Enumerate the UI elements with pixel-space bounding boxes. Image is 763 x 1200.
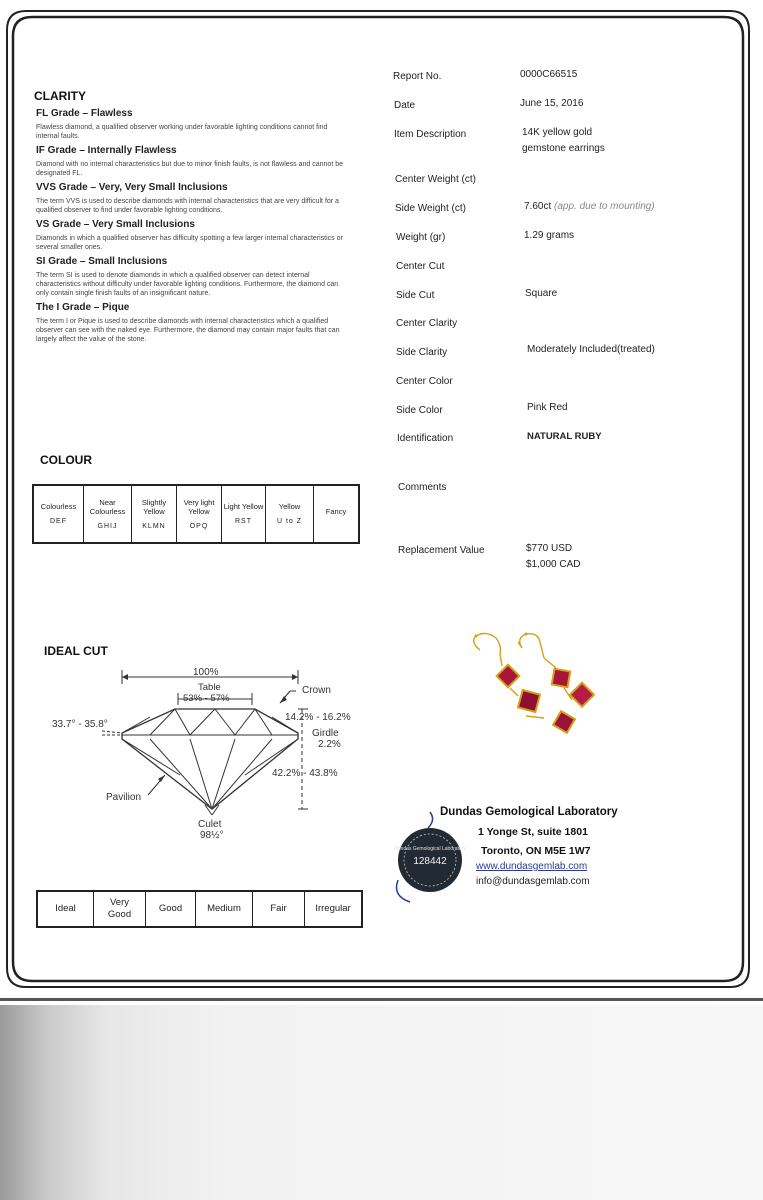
lab-name: Dundas Gemological Laboratory xyxy=(440,806,618,818)
colour-scale-grades: GHIJ xyxy=(97,522,118,530)
field-label-center-weight: Center Weight (ct) xyxy=(395,174,476,185)
colour-scale-cell xyxy=(222,486,266,542)
colour-scale-name: Light Yellow xyxy=(223,502,264,511)
cut-grade-table xyxy=(36,890,363,928)
arrow-left-icon xyxy=(122,674,128,680)
cut-grade-cell: Irregular xyxy=(315,903,351,914)
field-value-replacement-cad: $1,000 CAD xyxy=(526,559,581,570)
colour-scale-grades: DEF xyxy=(50,518,67,525)
colour-scale-grades: OPQ xyxy=(189,522,209,530)
clarity-grade-desc: Diamonds in which a qualified observer has difficulty spotting a few larger internal characteristics or several smaller ones. xyxy=(36,235,343,251)
scan-edge-line xyxy=(0,998,763,1001)
cut-girdle-label: Girdle xyxy=(312,728,339,739)
clarity-grade-title: The I Grade – Pique xyxy=(36,302,130,313)
field-label-side-color: Side Color xyxy=(396,405,443,416)
cut-crown-angle: 33.7° - 35.8° xyxy=(52,719,108,730)
colour-scale-cell xyxy=(84,486,132,542)
cut-table-label: Table xyxy=(198,682,221,693)
cut-crown-label: Crown xyxy=(302,685,331,696)
field-value-identification: NATURAL RUBY xyxy=(527,431,602,442)
colour-scale-name: Slightly Yellow xyxy=(141,497,167,516)
seal-text: Dundas Gemological Laboratory xyxy=(394,846,466,852)
lab-email[interactable]: info@dundasgemlab.com xyxy=(476,876,590,887)
clarity-grade-desc: The term SI is used to denote diamonds in which a qualified observer can detect internal characteristics without difficulty under favorable lighting conditions. Furthermore, the diamond can only contain single finish faults of an insignificant nature. xyxy=(36,272,339,297)
colour-scale-name: Near Colourless xyxy=(89,497,126,516)
field-value-weight-gr: 1.29 grams xyxy=(524,230,575,241)
clarity-grade-fl xyxy=(36,108,346,141)
clarity-grade-si xyxy=(36,256,346,298)
cut-width-label: 100% xyxy=(193,667,219,678)
lab-website-link[interactable]: www.dundasgemlab.com xyxy=(476,861,588,872)
field-label-item-description: Item Description xyxy=(394,129,467,140)
colour-scale-cell xyxy=(177,486,222,542)
cut-grade-cell: Medium xyxy=(196,892,253,926)
colour-scale-cell xyxy=(266,486,314,542)
arrow-right-icon xyxy=(292,674,298,680)
field-value-date: June 15, 2016 xyxy=(520,98,584,109)
ideal-cut-title: IDEAL CUT xyxy=(44,644,108,658)
lab-seal-icon xyxy=(390,808,470,908)
field-value-item-description-line2: gemstone earrings xyxy=(522,143,605,154)
field-value-replacement-usd: $770 USD xyxy=(526,543,573,554)
cut-grade-cell: Good xyxy=(146,892,196,926)
field-label-replacement-value: Replacement Value xyxy=(398,545,485,556)
side-weight-note: (app. due to mounting) xyxy=(554,201,655,212)
cut-culet-angle: 98½° xyxy=(200,830,224,841)
clarity-grade-desc: The term I or Pique is used to describe diamonds with internal characteristics which a qualified observer can see with the naked eye. Furthermore, the diamond may contain major faults that can largely affect the value of the stone. xyxy=(36,318,340,343)
colour-scale-grades: U to Z xyxy=(276,518,303,525)
field-label-side-weight: Side Weight (ct) xyxy=(395,203,466,214)
arrow-crown-icon xyxy=(280,696,287,703)
scan-shadow-area xyxy=(0,1005,763,1200)
cut-grade-cell: Fair xyxy=(253,892,305,926)
clarity-grade-desc: Flawless diamond, a qualified observer working under favorable lighting conditions cannot find internal faults. xyxy=(36,124,328,140)
earrings-photo xyxy=(460,630,620,745)
clarity-grade-desc: Diamond with no internal characteristics but due to minor finish faults, is not flawless and cannot be designated FL. xyxy=(36,161,343,177)
clarity-grade-title: FL Grade – Flawless xyxy=(36,108,133,119)
cut-pavilion-depth: 42.2% - 43.8% xyxy=(272,768,338,779)
clarity-grade-vs xyxy=(36,219,346,252)
field-value-item-description: 14K yellow gold xyxy=(522,127,593,138)
lab-address-line1: 1 Yonge St, suite 1801 xyxy=(478,826,588,838)
clarity-grade-title: IF Grade – Internally Flawless xyxy=(36,145,177,156)
cut-pavilion-label: Pavilion xyxy=(106,792,142,803)
colour-scale-name: Fancy xyxy=(325,506,347,516)
field-value-side-clarity: Moderately Included(treated) xyxy=(527,344,655,355)
cut-culet-label: Culet xyxy=(198,819,222,830)
colour-scale-cell xyxy=(314,486,358,542)
clarity-grade-desc: The term VVS is used to describe diamonds with internal characteristics that are very difficult for a qualified observer to find under favorable lighting conditions. xyxy=(36,198,339,214)
field-label-side-clarity: Side Clarity xyxy=(396,347,448,358)
field-label-date: Date xyxy=(394,100,416,111)
field-value-side-cut: Square xyxy=(525,288,558,299)
field-label-center-color: Center Color xyxy=(396,376,453,387)
cut-grade-cell: Very Good xyxy=(94,892,146,926)
colour-scale-name: Yellow xyxy=(278,502,301,511)
field-value-report-no: 0000C66515 xyxy=(520,69,578,80)
colour-scale-cell xyxy=(34,486,84,542)
clarity-grade-title: VS Grade – Very Small Inclusions xyxy=(36,219,195,230)
field-label-weight-gr: Weight (gr) xyxy=(396,232,446,243)
cut-crown-height: 14.2% - 16.2% xyxy=(285,712,351,723)
field-label-identification: Identification xyxy=(397,433,454,444)
field-value-side-weight xyxy=(524,201,655,212)
cut-grade-cell: Ideal xyxy=(38,892,94,926)
clarity-grade-vvs xyxy=(36,182,346,215)
field-label-comments: Comments xyxy=(398,482,447,493)
field-label-report-no: Report No. xyxy=(393,71,442,82)
colour-scale-name: Colourless xyxy=(40,502,77,511)
colour-title: COLOUR xyxy=(40,453,92,467)
cut-girdle-value: 2.2% xyxy=(318,739,341,750)
field-label-center-clarity: Center Clarity xyxy=(396,318,458,329)
field-value-side-color: Pink Red xyxy=(527,402,568,413)
clarity-grade-title: VVS Grade – Very, Very Small Inclusions xyxy=(36,182,228,193)
clarity-grade-if xyxy=(36,145,346,178)
colour-scale-cell xyxy=(132,486,177,542)
colour-scale-grades: KLMN xyxy=(142,522,166,530)
cut-table-range: 53% - 57% xyxy=(183,693,230,704)
colour-scale-table xyxy=(32,484,360,544)
seal-number: 128442 xyxy=(413,856,447,867)
colour-scale-grades: RST xyxy=(235,518,252,525)
side-weight-amount: 7.60ct xyxy=(524,201,552,212)
clarity-grade-list xyxy=(36,108,346,344)
clarity-title: CLARITY xyxy=(34,89,86,103)
field-label-center-cut: Center Cut xyxy=(396,261,445,272)
clarity-grade-i xyxy=(36,302,346,344)
field-label-side-cut: Side Cut xyxy=(396,290,435,301)
lab-address-line2: Toronto, ON M5E 1W7 xyxy=(481,845,591,857)
clarity-grade-title: SI Grade – Small Inclusions xyxy=(36,256,168,267)
arrow-pavilion-icon xyxy=(158,775,165,782)
colour-scale-name: Very light Yellow xyxy=(183,497,215,516)
